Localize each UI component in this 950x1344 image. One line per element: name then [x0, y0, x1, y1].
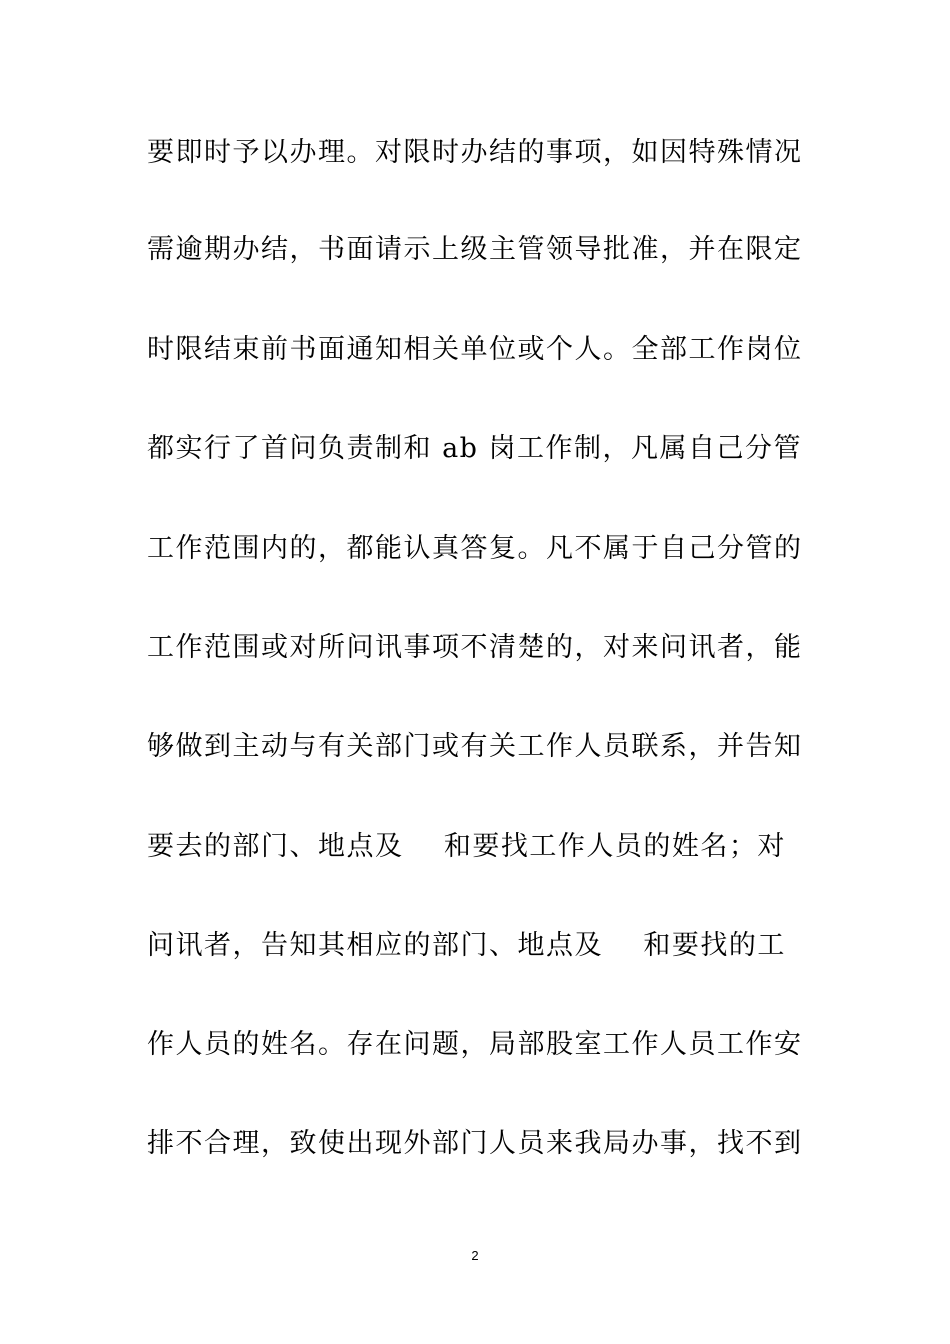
text-line: 排不合理，致使出现外部门人员来我局办事，找不到 — [147, 1128, 803, 1159]
text-line: 工作范围或对所问讯事项不清楚的，对来问讯者，能 — [147, 632, 803, 663]
text-line: 时限结束前书面通知相关单位或个人。全部工作岗位 — [147, 334, 803, 365]
text-line: 工作范围内的，都能认真答复。凡不属于自己分管的 — [147, 533, 803, 564]
text-line: 作人员的姓名。存在问题，局部股室工作人员工作安 — [147, 1029, 803, 1060]
page-number: 2 — [471, 1248, 479, 1263]
text-line: 要即时予以办理。对限时办结的事项，如因特殊情况 — [147, 137, 803, 168]
text-line: 问讯者，告知其相应的部门、地点及 和要找的工 — [147, 930, 786, 961]
text-line: 需逾期办结，书面请示上级主管领导批准，并在限定 — [147, 234, 803, 265]
text-line: 都实行了首问负责制和 ab 岗工作制，凡属自己分管 — [147, 433, 803, 464]
text-line: 够做到主动与有关部门或有关工作人员联系，并告知 — [147, 731, 803, 762]
text-line: 要去的部门、地点及 和要找工作人员的姓名；对 — [147, 831, 786, 862]
